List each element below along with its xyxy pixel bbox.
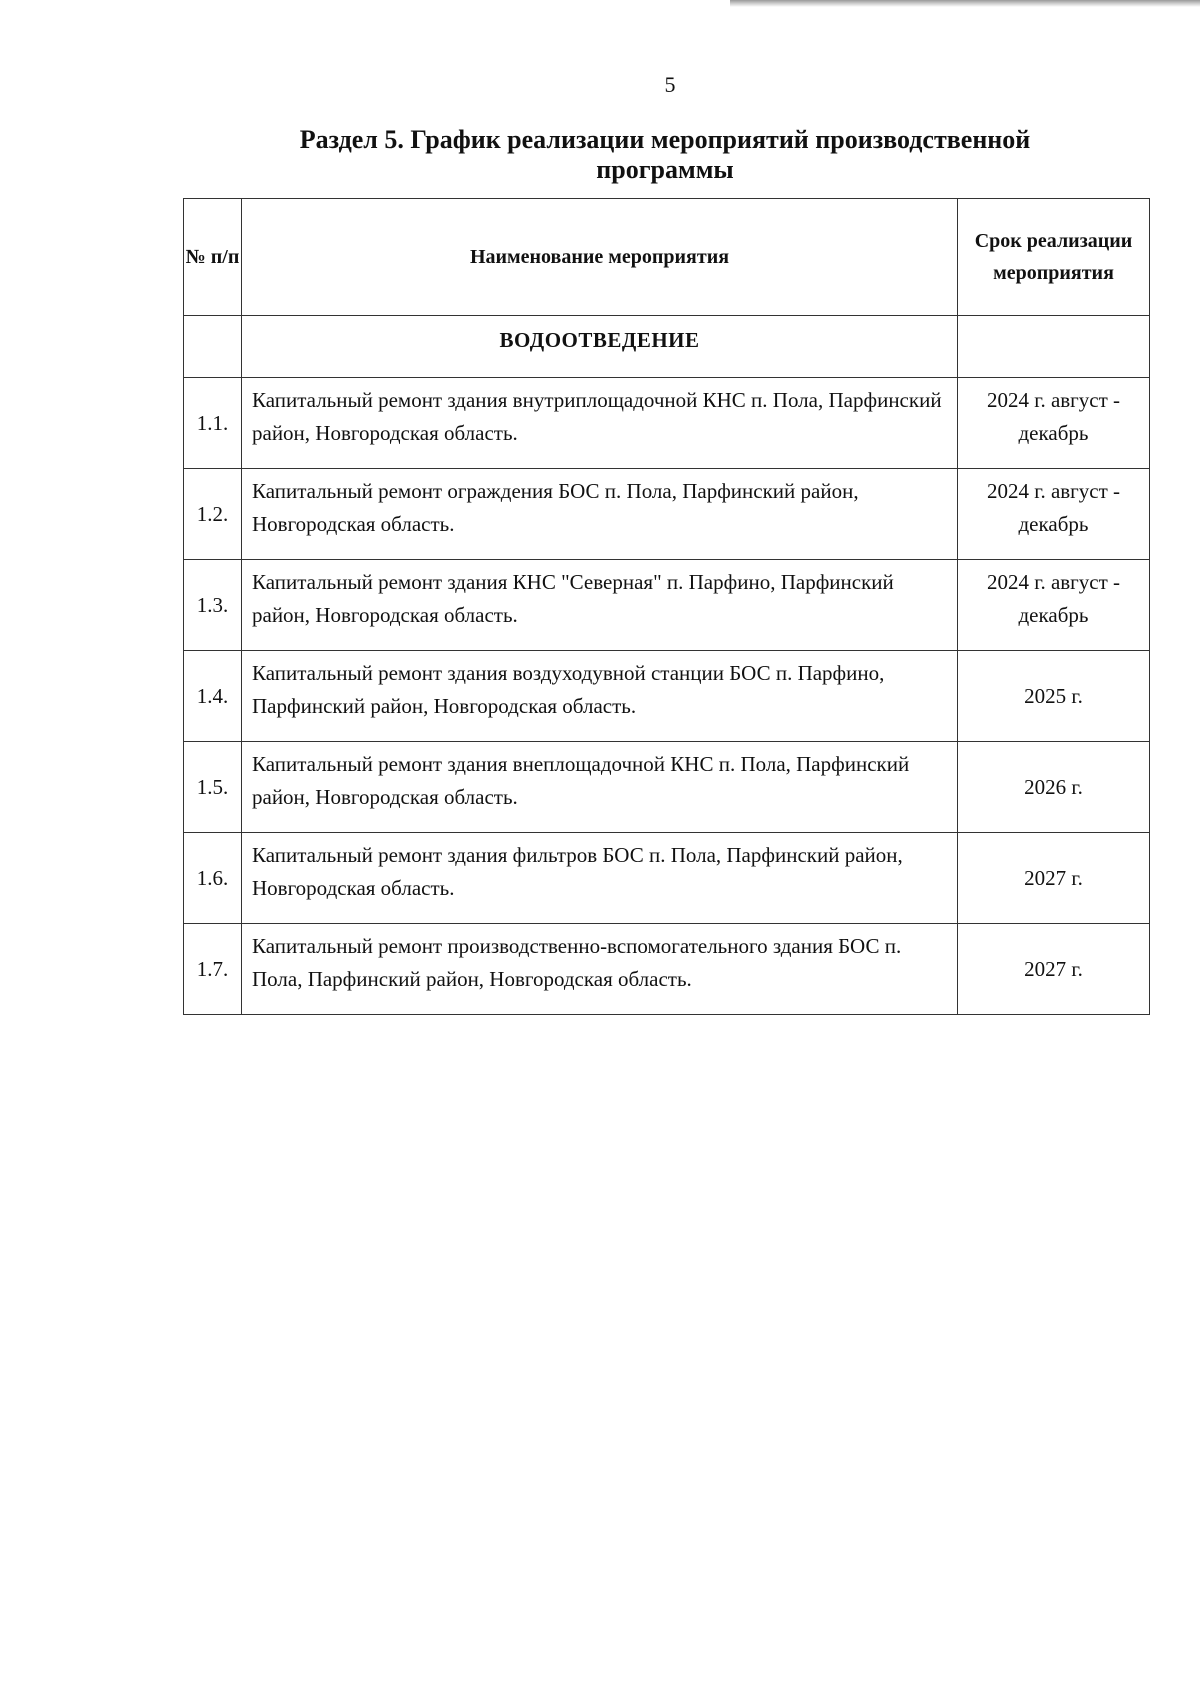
table-row	[184, 469, 1150, 560]
row-activity: Капитальный ремонт здания внеплощадочной КНС п. Пола, Парфинский район, Новгородская область.	[242, 742, 958, 833]
row-term: 2027 г.	[958, 924, 1150, 1015]
table-row	[184, 560, 1150, 651]
page-number: 5	[664, 72, 676, 97]
row-activity: Капитальный ремонт здания фильтров БОС п. Пола, Парфинский район, Новгородская область.	[242, 833, 958, 924]
section-num-cell	[184, 316, 242, 378]
header-num: № п/п	[184, 199, 242, 316]
section-row	[184, 316, 1150, 378]
row-activity: Капитальный ремонт производственно-вспомогательного здания БОС п. Пола, Парфинский район, Новгородская область.	[242, 924, 958, 1015]
table-header-row	[184, 199, 1150, 316]
row-activity: Капитальный ремонт здания внутриплощадочной КНС п. Пола, Парфинский район, Новгородская область.	[242, 378, 958, 469]
row-number: 1.2.	[184, 469, 242, 560]
row-term: 2025 г.	[958, 651, 1150, 742]
schedule-table	[183, 198, 1150, 1015]
table-row	[184, 833, 1150, 924]
table-row	[184, 651, 1150, 742]
row-term: 2024 г. август - декабрь	[958, 378, 1150, 469]
row-number: 1.6.	[184, 833, 242, 924]
row-number: 1.5.	[184, 742, 242, 833]
table-row	[184, 742, 1150, 833]
table-row	[184, 924, 1150, 1015]
row-number: 1.1.	[184, 378, 242, 469]
row-term: 2024 г. август - декабрь	[958, 469, 1150, 560]
row-term: 2024 г. август - декабрь	[958, 560, 1150, 651]
scan-edge-shadow	[730, 0, 1200, 7]
row-number: 1.4.	[184, 651, 242, 742]
section-title: ВОДООТВЕДЕНИЕ	[242, 316, 958, 378]
page-title: Раздел 5. График реализации мероприятий производственной программы	[299, 125, 1031, 184]
section-term-cell	[958, 316, 1150, 378]
row-number: 1.3.	[184, 560, 242, 651]
row-number: 1.7.	[184, 924, 242, 1015]
row-activity: Капитальный ремонт здания КНС "Северная" п. Парфино, Парфинский район, Новгородская область.	[242, 560, 958, 651]
table-row	[184, 378, 1150, 469]
row-activity: Капитальный ремонт ограждения БОС п. Пола, Парфинский район, Новгородская область.	[242, 469, 958, 560]
row-activity: Капитальный ремонт здания воздуходувной станции БОС п. Парфино, Парфинский район, Новгородская область.	[242, 651, 958, 742]
row-term: 2027 г.	[958, 833, 1150, 924]
row-term: 2026 г.	[958, 742, 1150, 833]
header-term: Срок реализации мероприятия	[958, 199, 1150, 316]
header-name: Наименование мероприятия	[242, 199, 958, 316]
